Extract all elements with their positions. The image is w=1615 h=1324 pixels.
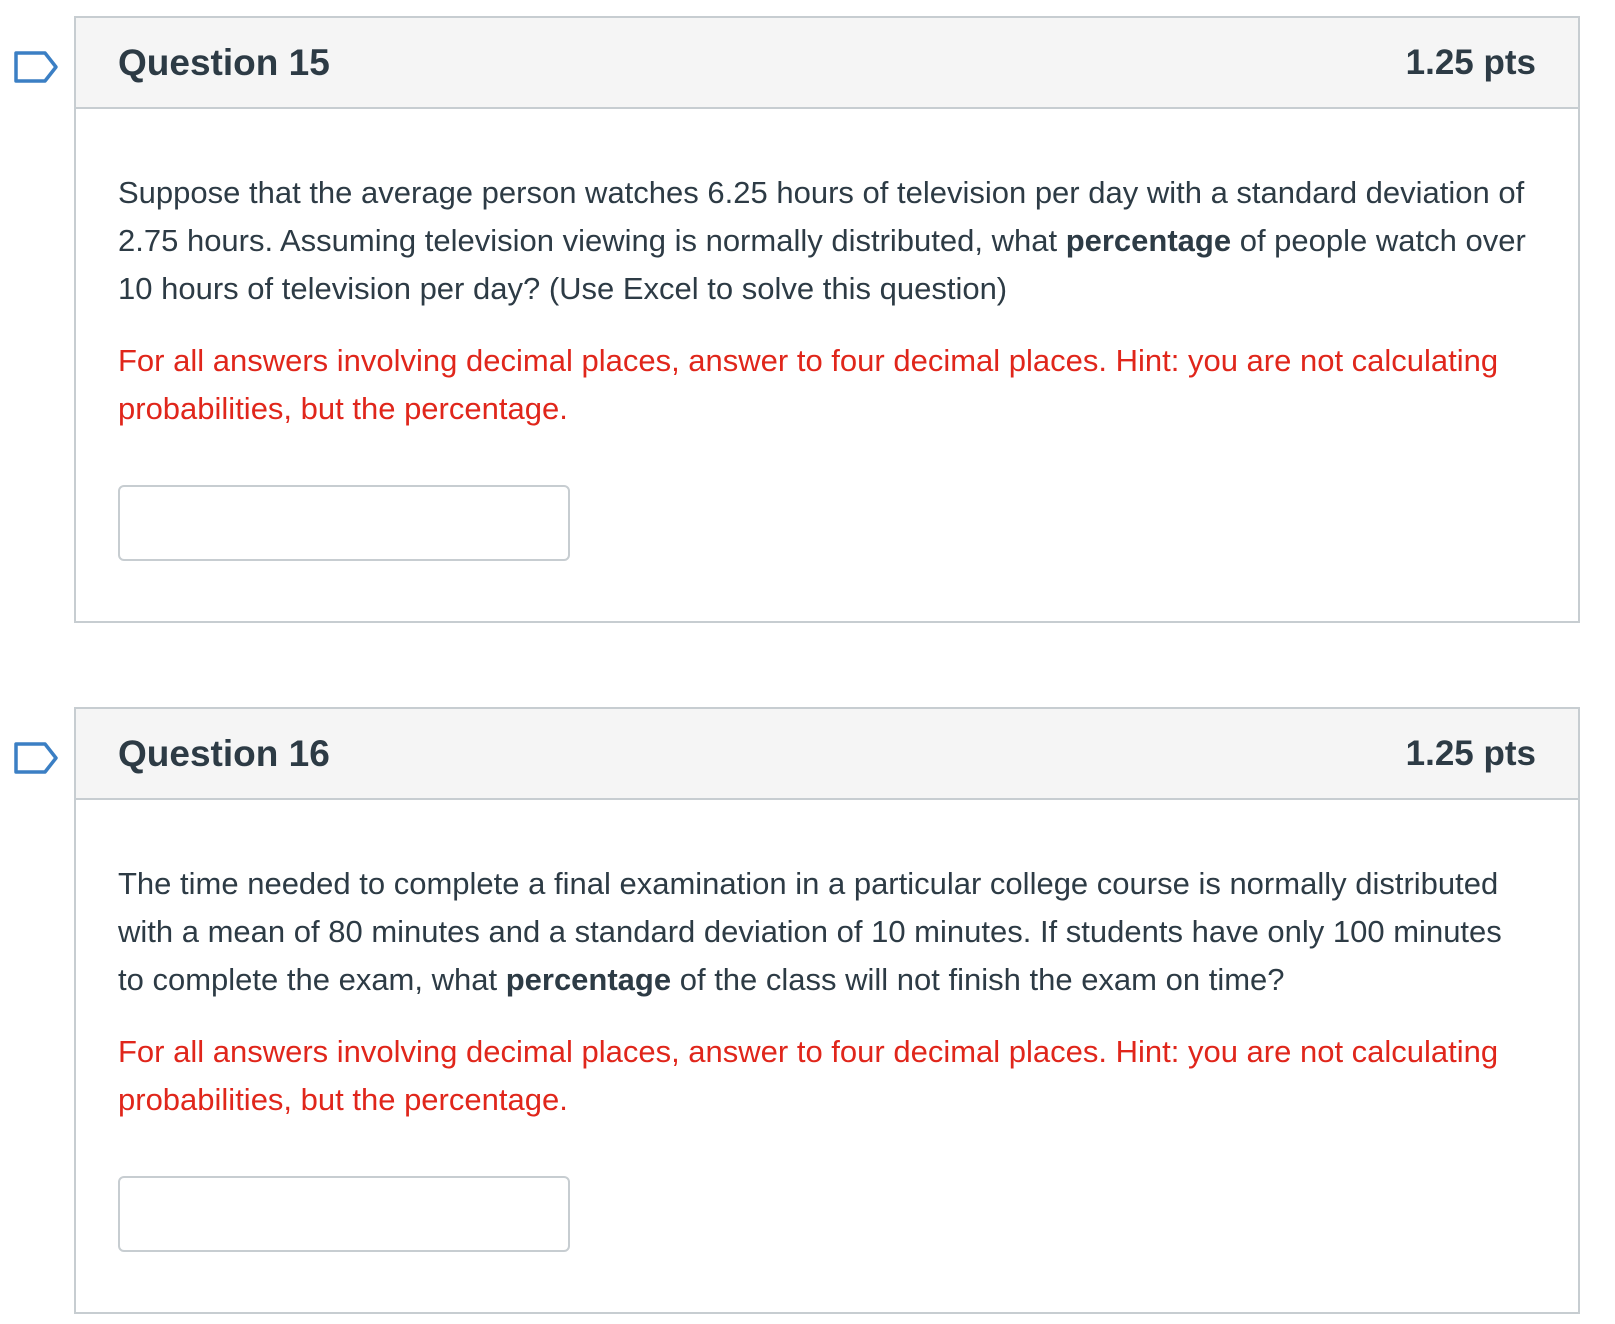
question-points: 1.25 pts — [1405, 733, 1536, 773]
question-text-part1: Suppose that the average person watches 6.25 hours of television per day with a standard deviation of 2.75 hours. Assuming television viewing is normally distributed, what — [118, 175, 1525, 258]
bookmark-flag-icon[interactable] — [13, 741, 59, 775]
question-body — [76, 800, 1578, 1252]
question-15-card — [74, 16, 1580, 623]
question-text-emphasis: percentage — [505, 962, 672, 997]
question-text-part2: of the class will not finish the exam on time? — [671, 962, 1285, 997]
question-points: 1.25 pts — [1405, 42, 1536, 82]
question-body — [76, 109, 1578, 561]
question-text-emphasis: percentage — [1065, 223, 1232, 258]
question-hint: For all answers involving decimal places, answer to four decimal places. Hint: you are not calculating probabilities, but the percentage. — [118, 1034, 1499, 1117]
question-text-part2: of people watch over 10 hours of television per day? (Use Excel to solve this question) — [118, 223, 1526, 306]
question-text — [118, 860, 1536, 1004]
question-text-part1: The time needed to complete a final examination in a particular college course is normally distributed with a mean of 80 minutes and a standard deviation of 10 minutes. If students have only 100 minutes to complete the exam, what — [118, 866, 1502, 997]
answer-input[interactable] — [118, 485, 570, 561]
question-header — [76, 709, 1578, 800]
question-16-card — [74, 707, 1580, 1314]
question-title: Question 15 — [118, 41, 330, 83]
question-title: Question 16 — [118, 732, 330, 774]
question-header — [76, 18, 1578, 109]
question-hint: For all answers involving decimal places, answer to four decimal places. Hint: you are not calculating probabilities, but the percentage. — [118, 343, 1499, 426]
bookmark-flag-icon[interactable] — [13, 50, 59, 84]
question-text — [118, 169, 1536, 313]
answer-input[interactable] — [118, 1176, 570, 1252]
